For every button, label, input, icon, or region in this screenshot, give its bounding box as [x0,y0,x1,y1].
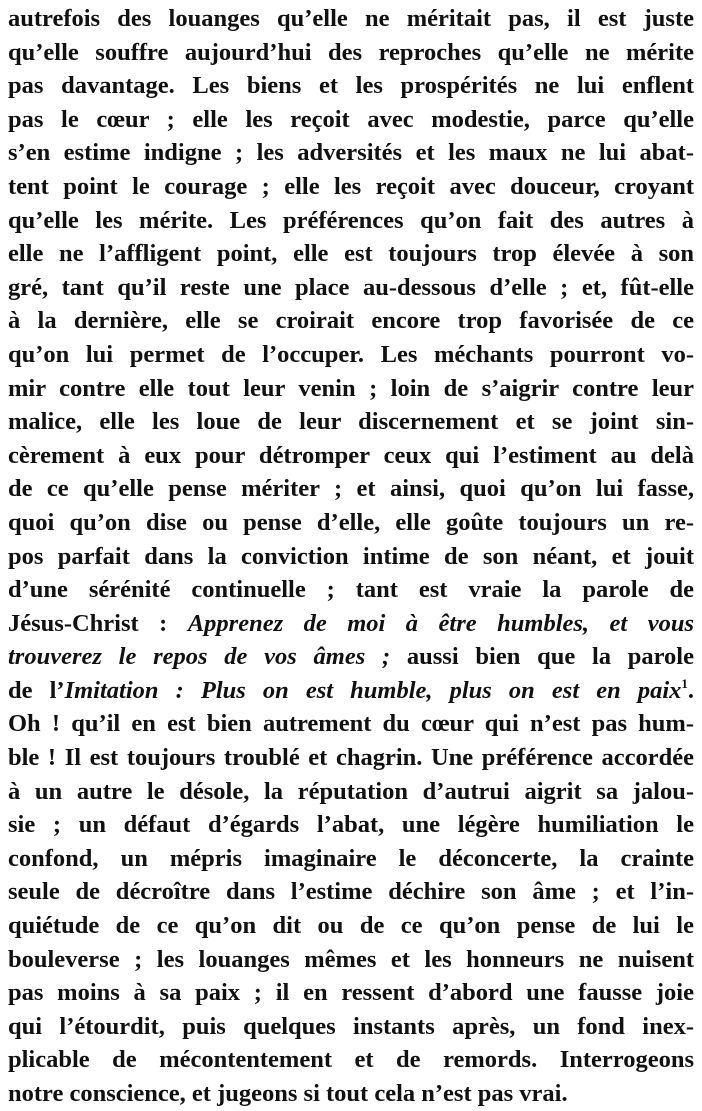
text-segment: qu’elle les mérite. Les préférences qu’on fait des autres à [8,206,694,234]
text-line [8,741,694,775]
text-segment: aussi bien que la parole [390,643,694,671]
text-line [8,271,694,305]
text-segment: bouleverse ; les louanges mêmes et les honneurs ne nuisent [8,945,694,973]
text-line [8,775,694,809]
text-segment: plicable de mécontentement et de remords. Interrogeons [8,1046,694,1074]
text-line [8,237,694,271]
text-segment: notre conscience, et jugeons si tout cela n’est pas vrai. [8,1080,568,1107]
text-line [8,69,694,103]
text-segment: de ce qu’elle pense mériter ; et ainsi, quoi qu’on lui fasse, [8,475,694,503]
text-line [8,372,694,406]
text-line [8,136,694,170]
text-segment: Jésus-Christ : [8,609,188,637]
text-line [8,204,694,238]
text-line [8,808,694,842]
text-line [8,405,694,439]
text-segment: qu’elle souffre aujourd’hui des reproches qu’elle ne mérite [8,38,694,66]
text-line [8,439,694,473]
text-line [8,506,694,540]
text-line [8,607,694,641]
body-text [8,2,694,1111]
text-segment: qui l’étourdit, puis quelques instants après, un fond inex- [8,1012,694,1040]
text-segment: à la dernière, elle se croirait encore trop favorisée de ce [8,307,694,335]
text-segment: Oh ! qu’il en est bien autrement du cœur qui n’est pas hum- [8,710,694,738]
italic-quotation: trouverez le repos de vos âmes ; [8,643,391,671]
text-line [8,540,694,574]
text-segment: pas moins à sa paix ; il en ressent d’abord une fausse joie [8,979,694,1007]
text-line [8,170,694,204]
text-segment: d’une sérénité continuelle ; tant est vraie la parole de [8,576,694,604]
text-line [8,304,694,338]
text-line [8,103,694,137]
text-segment: tent point le courage ; elle les reçoit avec douceur, croyant [8,172,694,200]
text-line [8,36,694,70]
text-segment: ble ! Il est toujours troublé et chagrin. Une préférence accordée [8,744,694,772]
text-segment: de l’ [8,676,65,704]
text-line [8,1043,694,1077]
text-segment: cèrement à eux pour détromper ceux qui l’estiment au delà [8,441,694,469]
text-segment: sie ; un défaut d’égards l’abat, une légère humiliation le [8,811,694,839]
text-segment: à un autre le désole, la réputation d’autrui aigrit sa jalou- [8,777,694,805]
text-segment: autrefois des louanges qu’elle ne méritait pas, il est juste [8,5,694,32]
text-segment: gré, tant qu’il reste une place au-dessous d’elle ; et, fût-elle [8,273,694,301]
text-line [8,2,694,36]
text-line [8,338,694,372]
text-line [8,842,694,876]
text-line [8,707,694,741]
text-line [8,909,694,943]
text-segment: s’en estime indigne ; les adversités et les maux ne lui abat- [8,139,694,167]
text-segment: quiétude de ce qu’on dit ou de ce qu’on pense de lui le [8,912,694,940]
text-segment: pas le cœur ; elle les reçoit avec modestie, parce qu’elle [8,105,694,133]
italic-quotation: Apprenez de moi à être humbles, et vous [187,609,694,637]
text-segment: malice, elle les loue de leur discernement et se joint sin- [8,408,694,436]
footnote-marker: 1 [681,675,688,691]
text-line [8,472,694,506]
text-line [8,943,694,977]
text-segment: confond, un mépris imaginaire le déconcerte, la crainte [8,844,694,872]
text-segment: qu’on lui permet de l’occuper. Les méchants pourront vo- [8,340,694,368]
text-line [8,640,694,674]
text-segment: elle ne l’affligent point, elle est toujours trop élevée à son [8,240,694,268]
text-line [8,1010,694,1044]
text-segment: mir contre elle tout leur venin ; loin de s’aigrir contre leur [8,374,694,402]
text-line [8,674,694,708]
text-segment: pos parfait dans la conviction intime de son néant, et jouit [8,542,694,570]
text-segment: seule de décroître dans l’estime déchire son âme ; et l’in- [8,878,694,906]
text-line [8,1077,694,1111]
text-line [8,573,694,607]
text-segment: quoi qu’on dise ou pense d’elle, elle goûte toujours un re- [8,508,694,536]
text-segment: pas davantage. Les biens et les prospérités ne lui enflent [8,72,694,100]
text-line [8,875,694,909]
italic-quotation: Imitation : Plus on est humble, plus on est en paix [64,676,682,704]
text-line [8,976,694,1010]
text-segment: . [687,676,694,704]
